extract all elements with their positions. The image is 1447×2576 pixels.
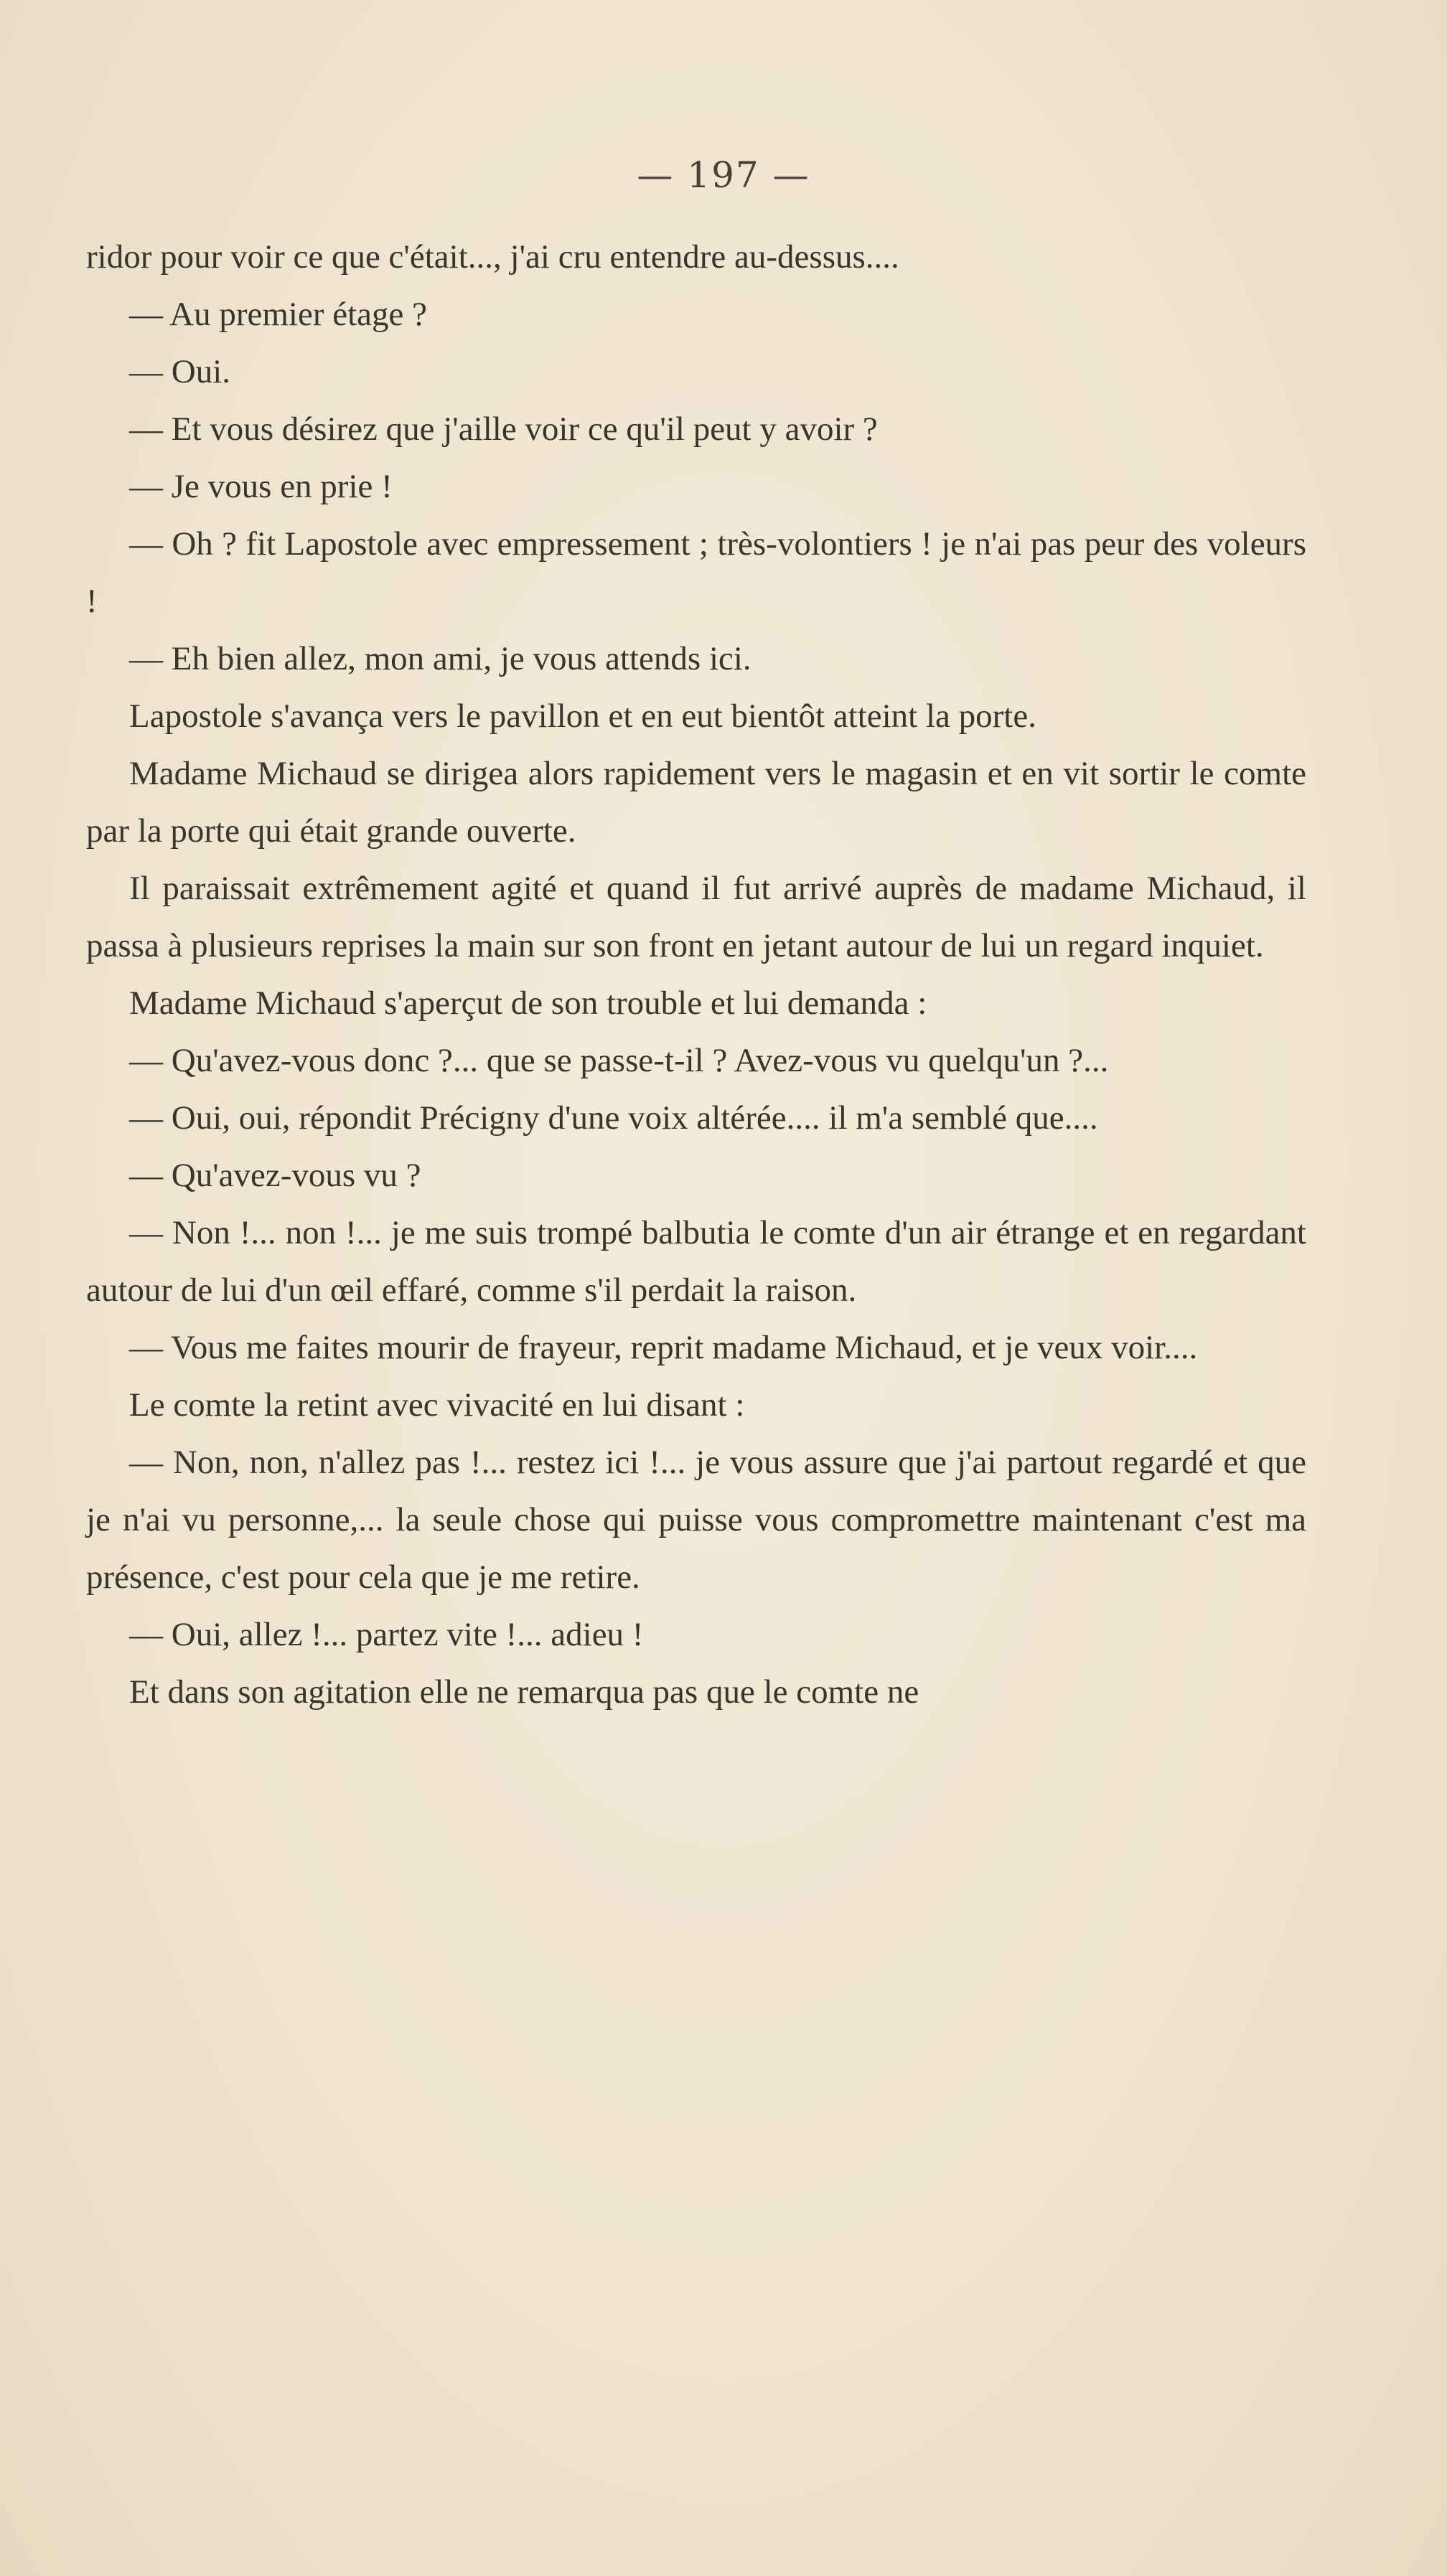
paragraph: Madame Michaud s'aperçut de son trouble et lui demanda : bbox=[129, 984, 927, 1022]
paragraph: — Oui, allez !... partez vite !... adieu ! bbox=[129, 1616, 644, 1653]
paragraph: — Et vous désirez que j'aille voir ce qu'il peut y avoir ? bbox=[129, 410, 878, 448]
body-text bbox=[86, 228, 1306, 1721]
paragraph: — Vous me faites mourir de frayeur, reprit madame Michaud, et je veux voir.... bbox=[129, 1329, 1198, 1366]
paragraph: — Oh ? fit Lapostole avec empressement ; très-volontiers ! je n'ai pas peur des voleurs ! bbox=[86, 525, 1306, 620]
paragraph: — Au premier étage ? bbox=[129, 296, 427, 333]
paragraph: — Oui. bbox=[129, 353, 230, 390]
paragraph: Lapostole s'avança vers le pavillon et en eut bientôt atteint la porte. bbox=[129, 697, 1036, 735]
page-number: — 197 — bbox=[637, 154, 810, 196]
paragraph: — Oui, oui, répondit Précigny d'une voix altérée.... il m'a semblé que.... bbox=[129, 1099, 1098, 1137]
paragraph: — Non !... non !... je me suis trompé balbutia le comte d'un air étrange et en regardant autour de lui d'un œil effaré, comme s'il perdait la raison. bbox=[86, 1214, 1306, 1309]
paragraph: — Je vous en prie ! bbox=[129, 468, 393, 505]
paragraph: — Eh bien allez, mon ami, je vous attends ici. bbox=[129, 640, 751, 677]
paragraph: — Qu'avez-vous donc ?... que se passe-t-il ? Avez-vous vu quelqu'un ?... bbox=[129, 1042, 1109, 1079]
paragraph: Il paraissait extrêmement agité et quand il fut arrivé auprès de madame Michaud, il passa à plusieurs reprises la main sur son front en jetant autour de lui un regard inquiet. bbox=[86, 870, 1306, 964]
paragraph: Et dans son agitation elle ne remarqua pas que le comte ne bbox=[129, 1673, 919, 1711]
paragraph: Le comte la retint avec vivacité en lui disant : bbox=[129, 1386, 745, 1424]
paragraph: — Qu'avez-vous vu ? bbox=[129, 1157, 421, 1194]
paragraph: Madame Michaud se dirigea alors rapidement vers le magasin et en vit sortir le comte par la porte qui était grande ouverte. bbox=[86, 755, 1306, 850]
paragraph: — Non, non, n'allez pas !... restez ici !... je vous assure que j'ai partout regardé et que je n'ai vu personne,... la seule chose qui puisse vous compromettre maintenant c'est ma présence, c'est pour cela que je me retire. bbox=[86, 1444, 1306, 1596]
paragraph: ridor pour voir ce que c'était..., j'ai cru entendre au-dessus.... bbox=[86, 238, 899, 276]
